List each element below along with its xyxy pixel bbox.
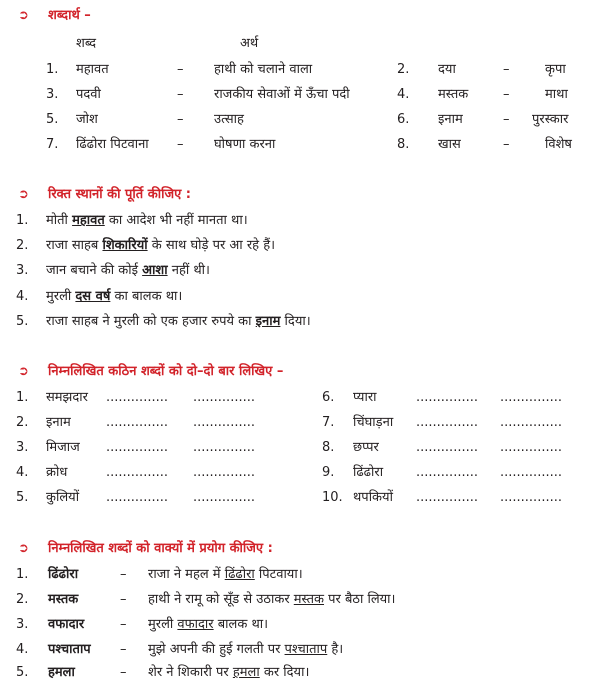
section-heading-use-in-sentences: निम्नलिखित शब्दों को वाक्यों में प्रयोग कीजिए : [48,541,273,556]
item-number: 7. [322,415,335,430]
blank-line: ............... [500,465,562,480]
sentence-text: के साथ घोड़े पर आ रहे हैं। [147,238,276,253]
sentence-text: राजा ने महल में [148,567,225,582]
section-heading-fill-blanks: रिक्त स्थानों की पूर्ति कीजिए : [48,187,192,202]
item-number: 5. [16,314,29,329]
sentence-text: शेर ने शिकारी पर [148,665,233,680]
blank-line: ............... [193,465,255,480]
answer-word: इनाम [255,314,281,329]
meaning: विशेष [545,137,572,152]
column-header-meaning: अर्थ [240,36,259,51]
word: जोश [76,112,98,127]
dash: – [120,642,127,657]
blank-line: ............... [416,465,478,480]
dash: – [503,137,510,152]
term: ढिंढोरा [48,567,79,582]
blank-line: ............... [193,440,255,455]
used-word: मस्तक [293,592,325,607]
answer-word: महावत [72,213,105,228]
item-number: 1. [16,213,29,228]
item-number: 2. [16,592,29,607]
section-arrow-icon: ➲ [18,8,29,23]
meaning: राजकीय सेवाओं में ऊँचा पदी [214,87,350,102]
list-item [16,237,276,255]
used-word: हमला [232,665,260,680]
sentence-text: का आदेश भी नहीं मानता था। [104,213,248,228]
list-item [16,313,311,331]
blank-line: ............... [416,490,478,505]
sentence-text: बालक था। [213,617,269,632]
word: छप्पर [353,440,379,455]
meaning: हाथी को चलाने वाला [214,62,313,77]
item-number: 2. [16,415,29,430]
item-number: 1. [16,567,29,582]
item-number: 1. [16,390,29,405]
row-number: 7. [46,137,59,152]
sentence [46,313,311,331]
item-number: 8. [322,440,335,455]
meaning: उत्साह [214,112,244,127]
dash: – [503,112,510,127]
dash: – [120,592,127,607]
example-sentence [148,566,303,584]
list-item [16,212,248,230]
example-sentence [148,591,395,609]
blank-line: ............... [416,415,478,430]
item-number: 3. [16,440,29,455]
row-number: 6. [397,112,410,127]
blank-line: ............... [500,415,562,430]
dash: – [503,87,510,102]
sentence-text: है। [327,642,344,657]
item-number: 10. [322,490,343,505]
item-number: 5. [16,490,29,505]
section-heading-meanings: शब्दार्थ – [48,8,91,23]
sentence-text: हाथी ने रामू को सूँड से उठाकर [148,592,294,607]
blank-line: ............... [106,390,168,405]
sentence-text: मुरली [148,617,178,632]
blank-line: ............... [106,440,168,455]
blank-line: ............... [416,390,478,405]
item-number: 5. [16,665,29,680]
word: इनाम [438,112,463,127]
sentence-text: पर बैठा लिया। [324,592,396,607]
section-arrow-icon: ➲ [18,187,29,202]
used-word: वफादार [177,617,214,632]
word: समझदार [46,390,88,405]
sentence-text: मुझे अपनी की हुई गलती पर [148,642,285,657]
sentence-text: दिया। [280,314,311,329]
word: इनाम [46,415,71,430]
term: हमला [48,665,75,680]
blank-line: ............... [193,415,255,430]
word: मिजाज [46,440,80,455]
item-number: 4. [16,642,29,657]
meaning: माथा [545,87,568,102]
example-sentence [148,664,309,682]
blank-line: ............... [106,465,168,480]
column-header-word: शब्द [76,36,97,51]
dash: – [120,665,127,680]
blank-line: ............... [500,390,562,405]
item-number: 9. [322,465,335,480]
sentence-text: का बालक था। [110,289,183,304]
blank-line: ............... [106,415,168,430]
dash: – [177,112,184,127]
row-number: 5. [46,112,59,127]
used-word: पश्चाताप [284,642,328,657]
blank-line: ............... [416,440,478,455]
word: महावत [76,62,109,77]
section-arrow-icon: ➲ [18,364,29,379]
sentence-text: नहीं थी। [167,263,210,278]
dash: – [177,137,184,152]
dash: – [177,87,184,102]
sentence-text: राजा साहब ने मुरली को एक हजार रुपये का [46,314,256,329]
row-number: 4. [397,87,410,102]
used-word: ढिंढोरा [224,567,255,582]
sentence [46,237,275,255]
meaning: पुरस्कार [532,112,569,127]
dash: – [503,62,510,77]
term: पश्चाताप [48,642,91,657]
row-number: 2. [397,62,410,77]
item-number: 6. [322,390,335,405]
sentence-text: मोती [46,213,73,228]
blank-line: ............... [500,440,562,455]
word: कुलियों [46,490,80,505]
section-arrow-icon: ➲ [18,541,29,556]
dash: – [177,62,184,77]
sentence [46,262,210,280]
sentence-text: जान बचाने की कोई [46,263,143,278]
item-number: 4. [16,289,29,304]
blank-line: ............... [193,390,255,405]
answer-word: आशा [142,263,168,278]
meaning: कृपा [545,62,566,77]
sentence-text: कर दिया। [259,665,310,680]
section-heading-write-twice: निम्नलिखित कठिन शब्दों को दो–दो बार लिखिए – [48,364,284,379]
term: वफादार [48,617,85,632]
sentence [46,212,248,230]
term: मस्तक [48,592,79,607]
item-number: 3. [16,263,29,278]
item-number: 3. [16,617,29,632]
word: ढिंढोरा पिटवाना [76,137,149,152]
list-item [16,262,210,280]
meaning: घोषणा करना [214,137,276,152]
answer-word: शिकारियों [102,238,148,253]
word: पदवी [76,87,101,102]
row-number: 3. [46,87,59,102]
row-number: 1. [46,62,59,77]
example-sentence [148,616,268,634]
row-number: 8. [397,137,410,152]
sentence [46,288,182,306]
example-sentence [148,641,343,659]
sentence-text: राजा साहब [46,238,103,253]
blank-line: ............... [106,490,168,505]
blank-line: ............... [193,490,255,505]
word: प्यारा [353,390,377,405]
sentence-text: मुरली [46,289,76,304]
list-item [16,288,183,306]
dash: – [120,617,127,632]
answer-word: दस वर्ष [75,289,111,304]
item-number: 2. [16,238,29,253]
word: थपकियों [353,490,393,505]
word: चिंघाड़ना [353,415,394,430]
word: दया [438,62,456,77]
dash: – [120,567,127,582]
word: ढिंढोरा [353,465,384,480]
word: क्रोध [46,465,68,480]
word: मस्तक [438,87,469,102]
blank-line: ............... [500,490,562,505]
word: खास [438,137,461,152]
sentence-text: पिटवाया। [254,567,303,582]
item-number: 4. [16,465,29,480]
